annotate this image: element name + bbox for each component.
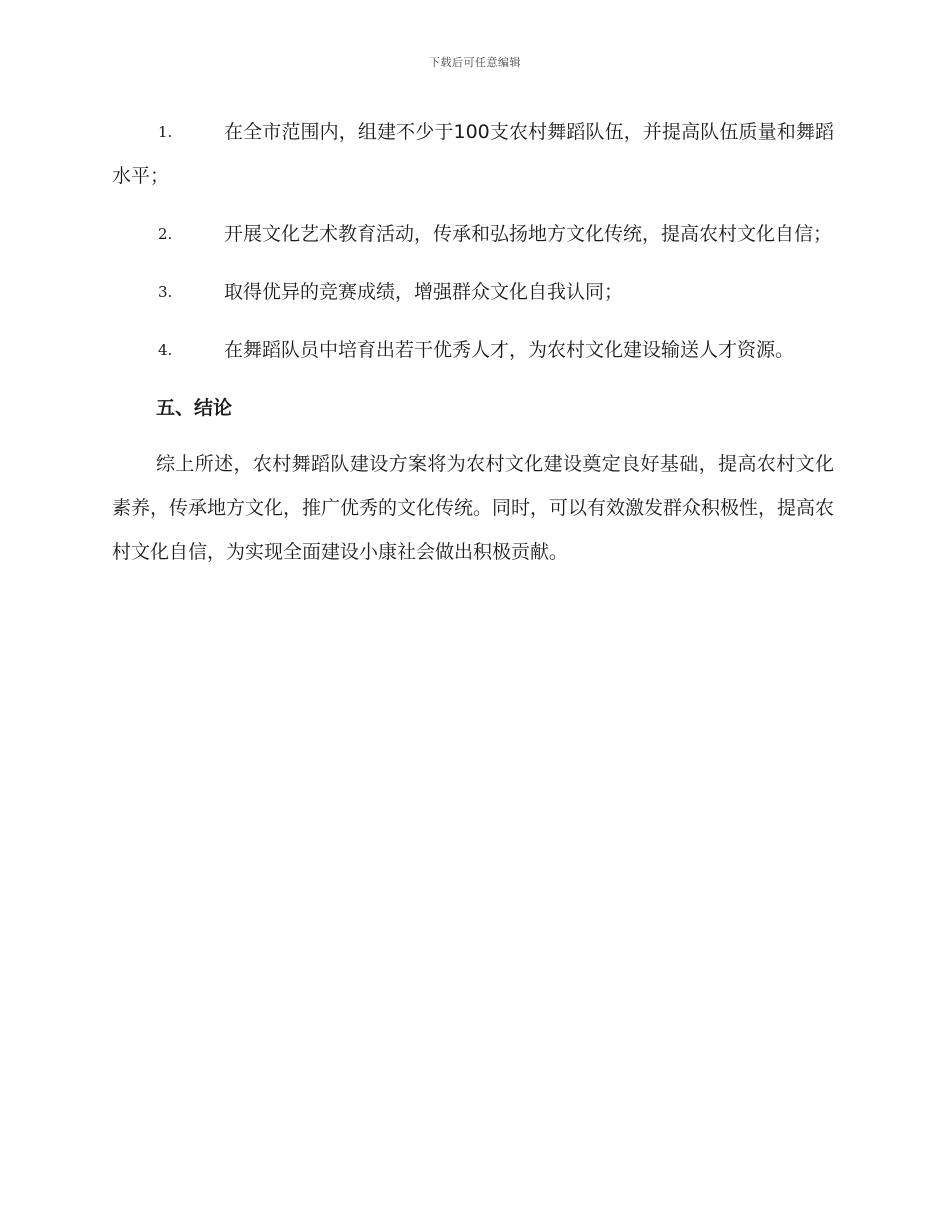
list-item-number: 3.: [158, 283, 173, 301]
list-item: [112, 328, 834, 372]
list-item: [112, 212, 834, 256]
list-item-text: 在舞蹈队员中培育出若干优秀人才，为农村文化建设输送人才资源。: [224, 339, 795, 361]
list-item-number: 2.: [158, 225, 173, 243]
list-item-text: 取得优异的竞赛成绩，增强群众文化自我认同；: [224, 281, 624, 303]
section-heading: 五、结论: [156, 397, 233, 419]
list-item: [112, 110, 834, 198]
list-item-number: 1.: [158, 123, 173, 141]
document-body: [112, 110, 834, 574]
list-item-text: 在全市范围内，组建不少于100支农村舞蹈队伍，并提高队伍质量和舞蹈水平；: [112, 121, 834, 187]
list-item-number: 4.: [158, 341, 173, 359]
conclusion-paragraph: 综上所述，农村舞蹈队建设方案将为农村文化建设奠定良好基础，提高农村文化素养，传承地方文化，推广优秀的文化传统。同时，可以有效激发群众积极性，提高农村文化自信，为实现全面建设小康社会做出积极贡献。: [112, 453, 835, 563]
list-item-text: 开展文化艺术教育活动，传承和弘扬地方文化传统，提高农村文化自信；: [224, 223, 833, 245]
list-item: [112, 270, 834, 314]
header-note: 下载后可任意编辑: [429, 56, 521, 69]
